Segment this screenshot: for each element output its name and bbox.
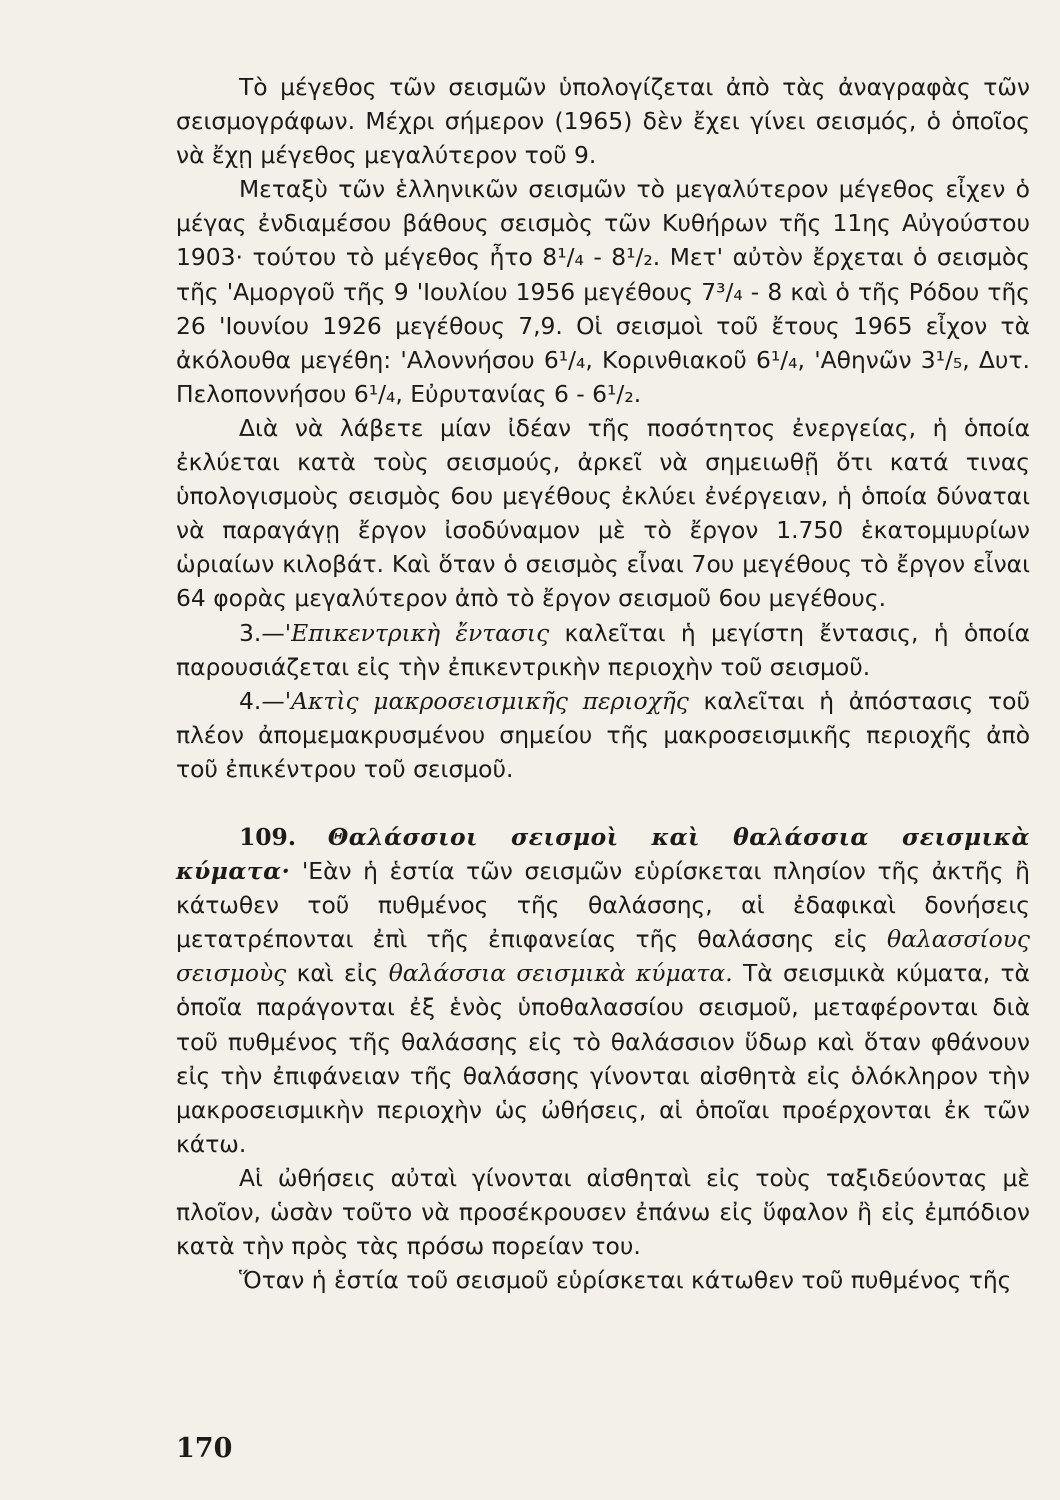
paragraph-magnitude-calculation: Τὸ μέγεθος τῶν σεισμῶν ὑπολογίζεται ἀπὸ τὰς ἀναγραφὰς τῶν σεισμογράφων. Μέχρι σήμερον (1965) δὲν ἔχει γίνει σεισμός, ὁ ὁποῖος νὰ ἔχῃ μέγεθος μεγαλύτερον τοῦ 9.: [176, 73, 1030, 170]
item-text: καλεῖται ἡ ἀπόστασις τοῦ πλέον ἀπομεμακρυσμένου σημείου τῆς μακροσεισμικῆς περιοχῆς ἀπὸ τοῦ ἐπικέντρου τοῦ σεισμοῦ.: [176, 686, 1030, 783]
section-text-3: Τὰ σεισμικὰ κύματα, τὰ ὁποῖα παράγονται ἐξ ἑνὸς ὑποθαλασσίου σεισμοῦ, μεταφέρονται διὰ τοῦ πυθμένος τῆς θαλάσσης εἰς τὸ θαλάσσιον ὕδωρ καὶ ὅταν φθάνουν εἰς τὴν ἐπιφάνειαν τῆς θαλάσσης γίνονται αἰσθητὰ εἰς ὁλόκληρον τὴν μακροσεισμικὴν περιοχὴν ὡς ὠθήσεις, αἱ ὁποῖαι προέρχονται ἐκ τῶν κάτω.: [176, 959, 1030, 1158]
section-text-2: καὶ εἰς: [286, 959, 389, 988]
item-text: καλεῖται ἡ μεγίστη ἔντασις, ἡ ὁποία παρουσιάζεται εἰς τὴν ἐπικεντρικὴν περιοχὴν τοῦ σεισμοῦ.: [176, 618, 1030, 681]
page-number: 170: [176, 1433, 233, 1464]
item-epicentral-intensity: [176, 616, 1030, 684]
item-number: 4.—: [239, 686, 285, 715]
section-number: 109.: [239, 822, 296, 851]
paragraph-energy: Διὰ νὰ λάβετε μίαν ἰδέαν τῆς ποσότητος ἐνεργείας, ἡ ὁποία ἐκλύεται κατὰ τοὺς σεισμούς, ἀρκεῖ νὰ σημειωθῇ ὅτι κατά τινας ὑπολογισμοὺς σεισμὸς 6ου μεγέθους ἐκλύει ἐνέργειαν, ἡ ὁποία δύναται νὰ παραγάγῃ ἔργον ἰσοδύναμον μὲ τὸ ἔργον 1.750 ἑκατομμυρίων ὡριαίων κιλοβάτ. Καὶ ὅταν ὁ σεισμὸς εἶναι 7ου μεγέθους τὸ ἔργον εἶναι 64 φορὰς μεγαλύτερον ἀπὸ τὸ ἔργον σεισμοῦ 6ου μεγέθους.: [176, 413, 1030, 613]
item-macroseismic-radius: [176, 684, 1030, 786]
term-sea-earthquakes: θαλασσίους σεισμοὺς: [176, 925, 1030, 988]
section-text-1: 'Εὰν ἡ ἑστία τῶν σεισμῶν εὑρίσκεται πλησίον τῆς ἀκτῆς ἢ κάτωθεν τοῦ πυθμένος τῆς θαλάσσης, αἱ ἐδαφικαὶ δονήσεις μετατρέπονται ἐπὶ τῆς ἐπιφανείας τῆς θαλάσσης εἰς: [176, 857, 1030, 954]
paragraph-ship-impacts: Αἱ ὠθήσεις αὐταὶ γίνονται αἰσθηταὶ εἰς τοὺς ταξιδεύοντας μὲ πλοῖον, ὡσὰν τοῦτο νὰ προσέκρουσεν ἐπάνω εἰς ὕφαλον ἢ εἰς ἐμπόδιον κατὰ τὴν πρὸς τὰς πρόσω πορείαν του.: [176, 1163, 1030, 1261]
section-title: Θαλάσσιοι σεισμοὶ καὶ θαλάσσια σεισμικὰ κύματα·: [176, 822, 1030, 886]
paragraph-greek-earthquakes: Μεταξὺ τῶν ἑλληνικῶν σεισμῶν τὸ μεγαλύτερον μέγεθος εἶχεν ὁ μέγας ἐνδιαμέσου βάθους σεισμὸς τῶν Κυθήρων τῆς 11ης Αὐγούστου 1903· τούτου τὸ μέγεθος ἦτο 8¹/₄ - 8¹/₂. Μετ' αὐτὸν ἔρχεται ὁ σεισμὸς τῆς 'Αμοργοῦ τῆς 9 'Ιουλίου 1956 μεγέθους 7³/₄ - 8 καὶ ὁ τῆς Ρόδου τῆς 26 'Ιουνίου 1926 μεγέθους 7,9. Οἱ σεισμοὶ τοῦ ἔτους 1965 εἶχον τὰ ἀκόλουθα μεγέθη: 'Αλοννήσου 6¹/₄, Κορινθιακοῦ 6¹/₄, 'Αθηνῶν 3¹/₅, Δυτ. Πελοποννήσου 6¹/₄, Εὐρυτανίας 6 - 6¹/₂.: [176, 175, 1030, 408]
term-seismic-sea-waves: θαλάσσια σεισμικὰ κύματα.: [388, 959, 733, 988]
body-text: [176, 70, 1030, 1297]
term-macroseismic-radius: 'Ακτὶς μακροσεισμικῆς περιοχῆς: [284, 686, 689, 715]
item-number: 3.—: [239, 618, 285, 647]
paragraph-focus-below-seabed: Ὅταν ἡ ἑστία τοῦ σεισμοῦ εὑρίσκεται κάτωθεν τοῦ πυθμένος τῆς: [239, 1266, 1012, 1295]
term-epicentral-intensity: 'Επικεντρικὴ ἔντασις: [284, 618, 550, 647]
section-109: [176, 820, 1030, 1161]
